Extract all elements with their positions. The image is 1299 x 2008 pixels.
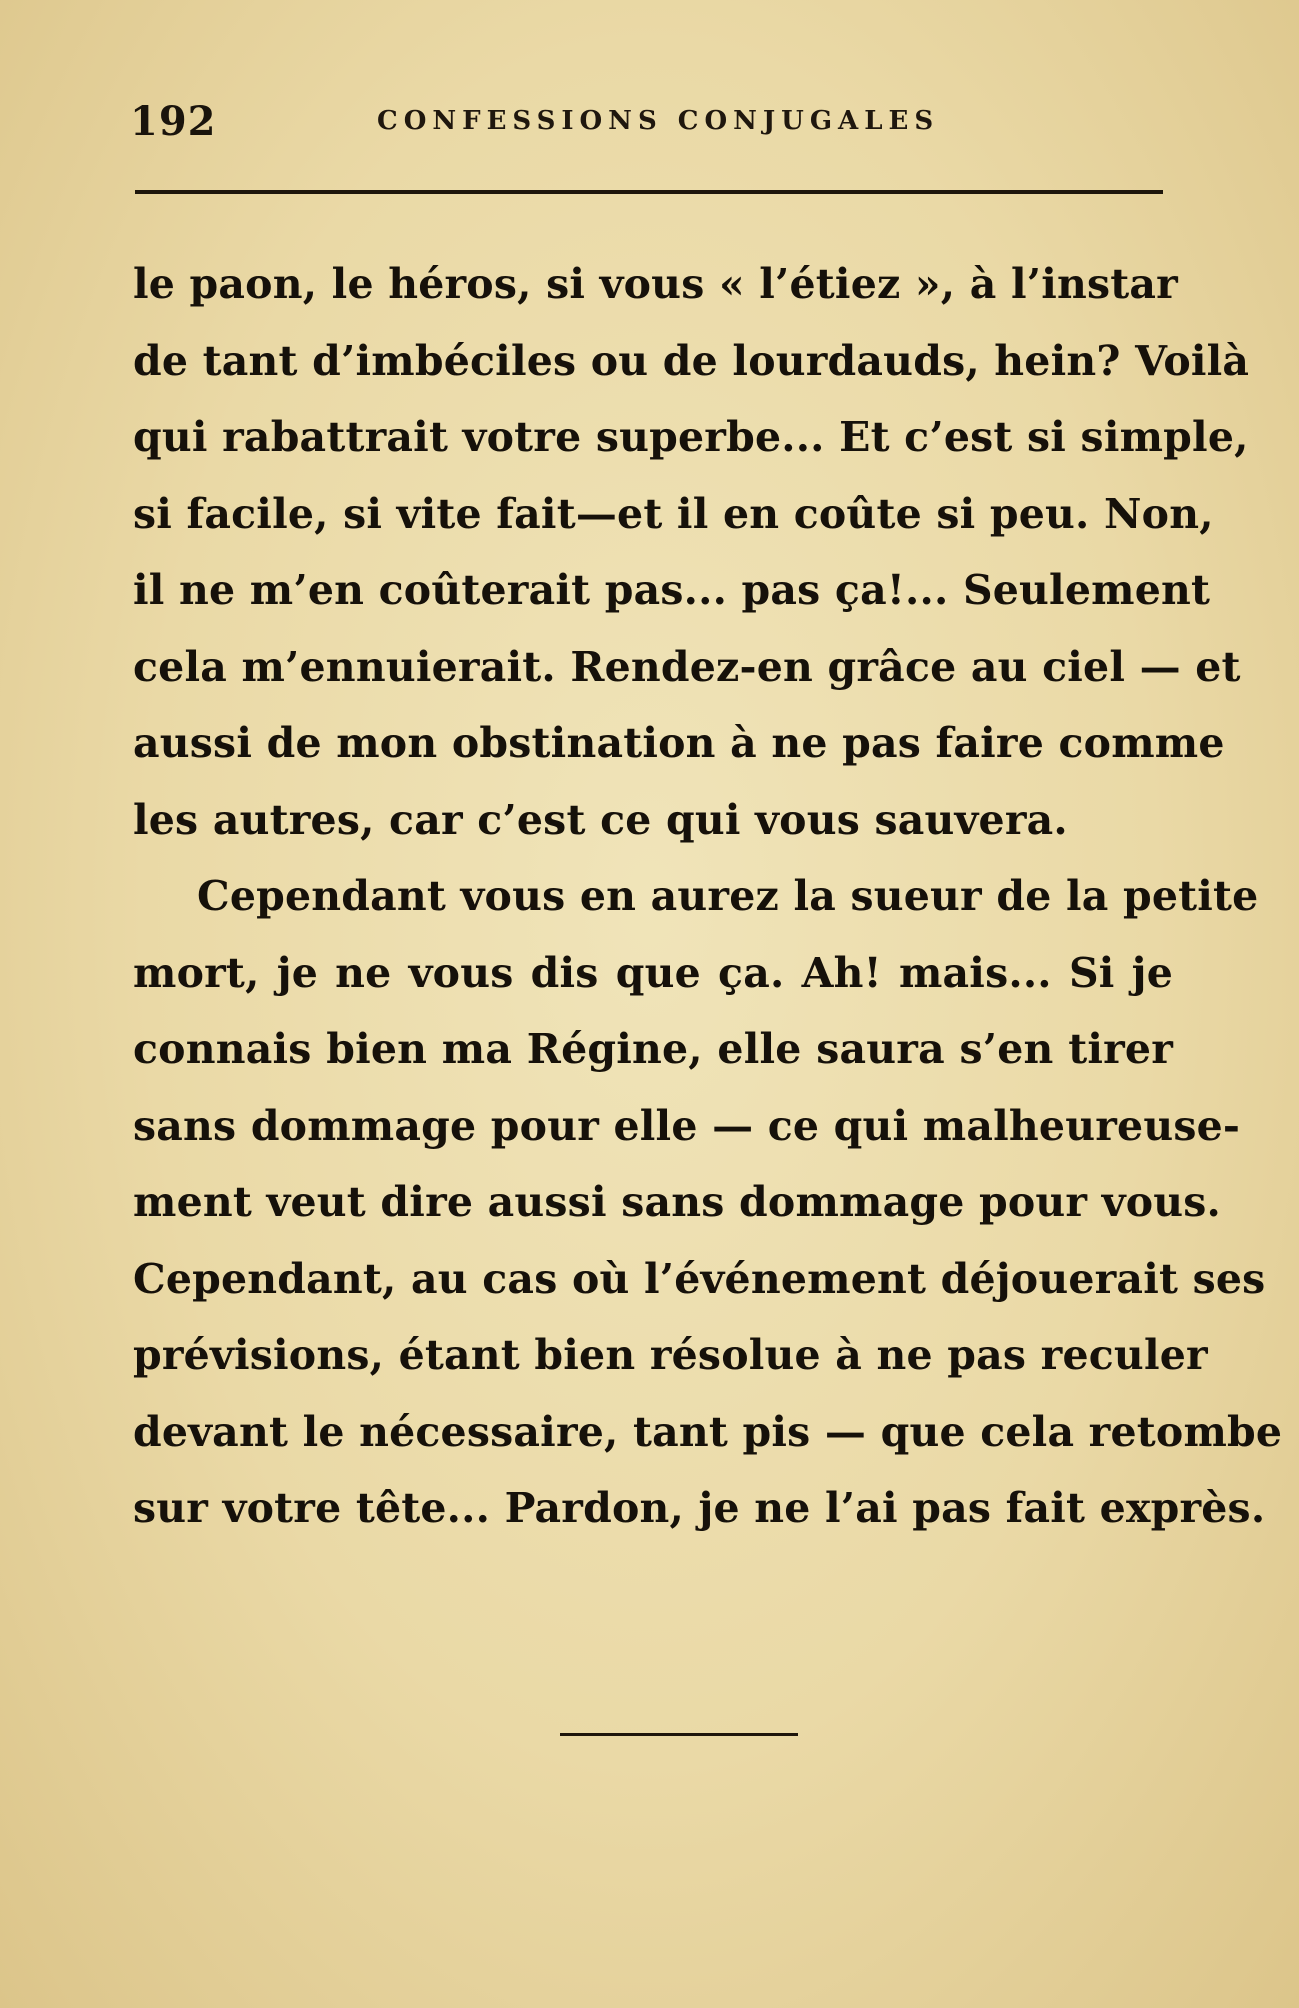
text-line: il ne m’en coûterait pas... pas ça!... Seulement — [133, 566, 1211, 614]
text-line: de tant d’imbéciles ou de lourdauds, hein? Voilà — [133, 336, 1250, 385]
text-line: connais bien ma Régine, elle saura s’en tirer — [133, 1025, 1173, 1073]
header-rule — [135, 190, 1163, 194]
text-line: qui rabattrait votre superbe... Et c’est si simple, — [133, 413, 1249, 461]
text-line: Cependant vous en aurez la sueur de la petite — [197, 872, 1259, 920]
text-line: Cependant, au cas où l’événement déjouerait ses — [133, 1254, 1266, 1303]
text-line: aussi de mon obstination à ne pas faire comme — [133, 719, 1225, 767]
text-line: devant le nécessaire, tant pis — que cela retombe — [133, 1407, 1283, 1456]
text-line: ment veut dire aussi sans dommage pour vous. — [133, 1178, 1222, 1226]
end-rule — [560, 1733, 798, 1736]
text-line: mort, je ne vous dis que ça. Ah! mais... Si je — [133, 948, 1173, 997]
text-line: les autres, car c’est ce qui vous sauvera. — [133, 795, 1068, 844]
text-line: le paon, le héros, si vous « l’étiez », à l’instar — [133, 260, 1178, 308]
text-line: sur votre tête... Pardon, je ne l’ai pas fait exprès. — [133, 1484, 1266, 1532]
text-line: sans dommage pour elle — ce qui malheureuse- — [133, 1101, 1241, 1150]
running-head — [130, 98, 1160, 148]
running-title: CONFESSIONS CONJUGALES — [377, 106, 940, 136]
text-line: prévisions, étant bien résolue à ne pas reculer — [133, 1331, 1208, 1379]
page-number: 192 — [130, 98, 217, 145]
body-text — [133, 246, 1283, 1547]
text-line: cela m’ennuierait. Rendez-en grâce au ciel — et — [133, 642, 1241, 691]
text-line: si facile, si vite fait—et il en coûte si peu. Non, — [133, 489, 1214, 538]
